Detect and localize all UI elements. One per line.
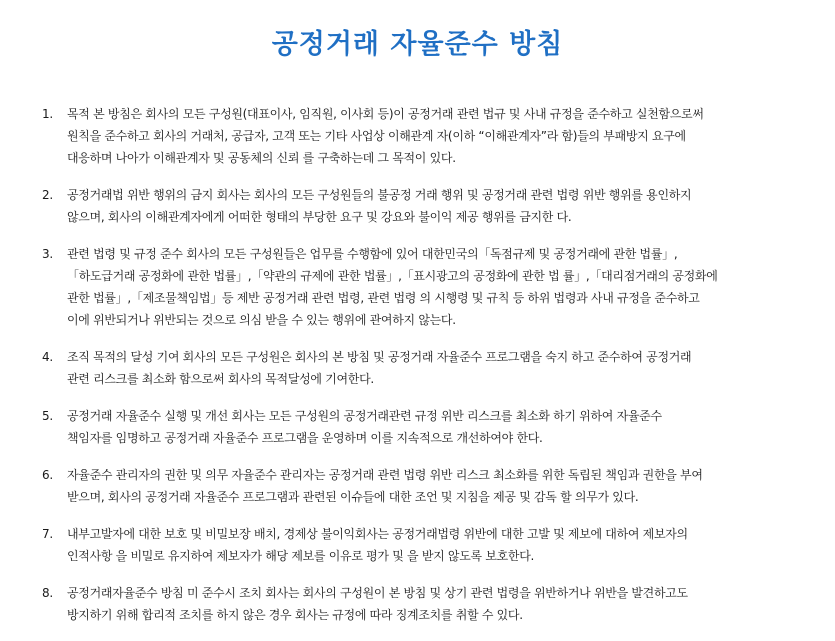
item-number: 3. xyxy=(42,247,53,261)
policy-item-3 xyxy=(0,243,835,331)
policy-list xyxy=(0,103,835,641)
item-line: 책임자를 임명하고 공정거래 자율준수 프로그램을 운영하며 이를 지속적으로 개선하여야 한다. xyxy=(67,431,543,445)
policy-item-1 xyxy=(0,103,835,169)
item-line: 인적사항 을 비밀로 유지하여 제보자가 해당 제보를 이유로 평가 및 을 받지 않도록 보호한다. xyxy=(67,549,535,563)
item-line: 내부고발자에 대한 보호 및 비밀보장 배치, 경제상 불이익회사는 공정거래법령 위반에 대한 고발 및 제보에 대하여 제보자의 xyxy=(67,527,688,541)
page-title: 공정거래 자율준수 방침 xyxy=(271,29,564,60)
item-number: 7. xyxy=(42,527,53,541)
item-line: 받으며, 회사의 공정거래 자율준수 프로그램과 관련된 이슈들에 대한 조언 및 지침을 제공 및 감독 할 의무가 있다. xyxy=(67,490,639,504)
item-number: 1. xyxy=(42,107,53,121)
policy-item-8 xyxy=(0,582,835,626)
item-line: 않으며, 회사의 이해관계자에게 어떠한 형태의 부당한 요구 및 강요와 불이익 제공 행위를 금지한 다. xyxy=(67,210,572,224)
policy-item-7 xyxy=(0,523,835,567)
policy-item-6 xyxy=(0,464,835,508)
item-line: 원칙을 준수하고 회사의 거래처, 공급자, 고객 또는 기타 사업상 이해관계 자(이하 “이해관계자”라 함)들의 부패방지 요구에 xyxy=(67,129,686,143)
item-number: 6. xyxy=(42,468,53,482)
policy-item-2 xyxy=(0,184,835,228)
item-number: 4. xyxy=(42,350,53,364)
item-number: 5. xyxy=(42,409,53,423)
policy-item-4 xyxy=(0,346,835,390)
item-line: 방지하기 위해 합리적 조치를 하지 않은 경우 회사는 규정에 따라 징계조치를 취할 수 있다. xyxy=(67,608,523,622)
item-line: 목적 본 방침은 회사의 모든 구성원(대표이사, 임직원, 이사회 등)이 공정거래 관련 법규 및 사내 규정을 준수하고 실천함으로써 xyxy=(67,107,704,121)
item-line: 대응하며 나아가 이해관계자 및 공동체의 신뢰 를 구축하는데 그 목적이 있다. xyxy=(67,151,456,165)
item-line: 자율준수 관리자의 권한 및 의무 자율준수 관리자는 공정거래 관련 법령 위반 리스크 최소화를 위한 독립된 책임과 권한을 부여 xyxy=(67,468,703,482)
item-line: 공정거래법 위반 행위의 금지 회사는 회사의 모든 구성원들의 불공정 거래 행위 및 공정거래 관련 법령 위반 행위를 용인하지 xyxy=(67,188,692,202)
item-line: 조직 목적의 달성 기여 회사의 모든 구성원은 회사의 본 방침 및 공정거래 자율준수 프로그램을 숙지 하고 준수하여 공정거래 xyxy=(67,350,692,364)
item-number: 2. xyxy=(42,188,53,202)
item-line: 이에 위반되거나 위반되는 것으로 의심 받을 수 있는 행위에 관여하지 않는다. xyxy=(67,313,456,327)
item-line: 공정거래 자율준수 실행 및 개선 회사는 모든 구성원의 공정거래관련 규정 위반 리스크를 최소화 하기 위하여 자율준수 xyxy=(67,409,662,423)
policy-item-5 xyxy=(0,405,835,449)
item-number: 8. xyxy=(42,586,53,600)
item-line: 관련 리스크를 최소화 함으로써 회사의 목적달성에 기여한다. xyxy=(67,372,374,386)
item-line: 관련 법령 및 규정 준수 회사의 모든 구성원들은 업무를 수행함에 있어 대한민국의「독점규제 및 공정거래에 관한 법률」, xyxy=(67,247,678,261)
item-line: 공정거래자율준수 방침 미 준수시 조치 회사는 회사의 구성원이 본 방침 및 상기 관련 법령을 위반하거나 위반을 발견하고도 xyxy=(67,586,688,600)
item-line: 「하도급거래 공정화에 관한 법률」,「약관의 규제에 관한 법률」,「표시광고의 공정화에 관한 법 률」,「대리점거래의 공정화에 xyxy=(67,269,718,283)
item-line: 관한 법률」,「제조물책임법」등 제반 공정거래 관련 법령, 관련 법령 의 시행령 및 규칙 등 하위 법령과 사내 규정을 준수하고 xyxy=(67,291,700,305)
